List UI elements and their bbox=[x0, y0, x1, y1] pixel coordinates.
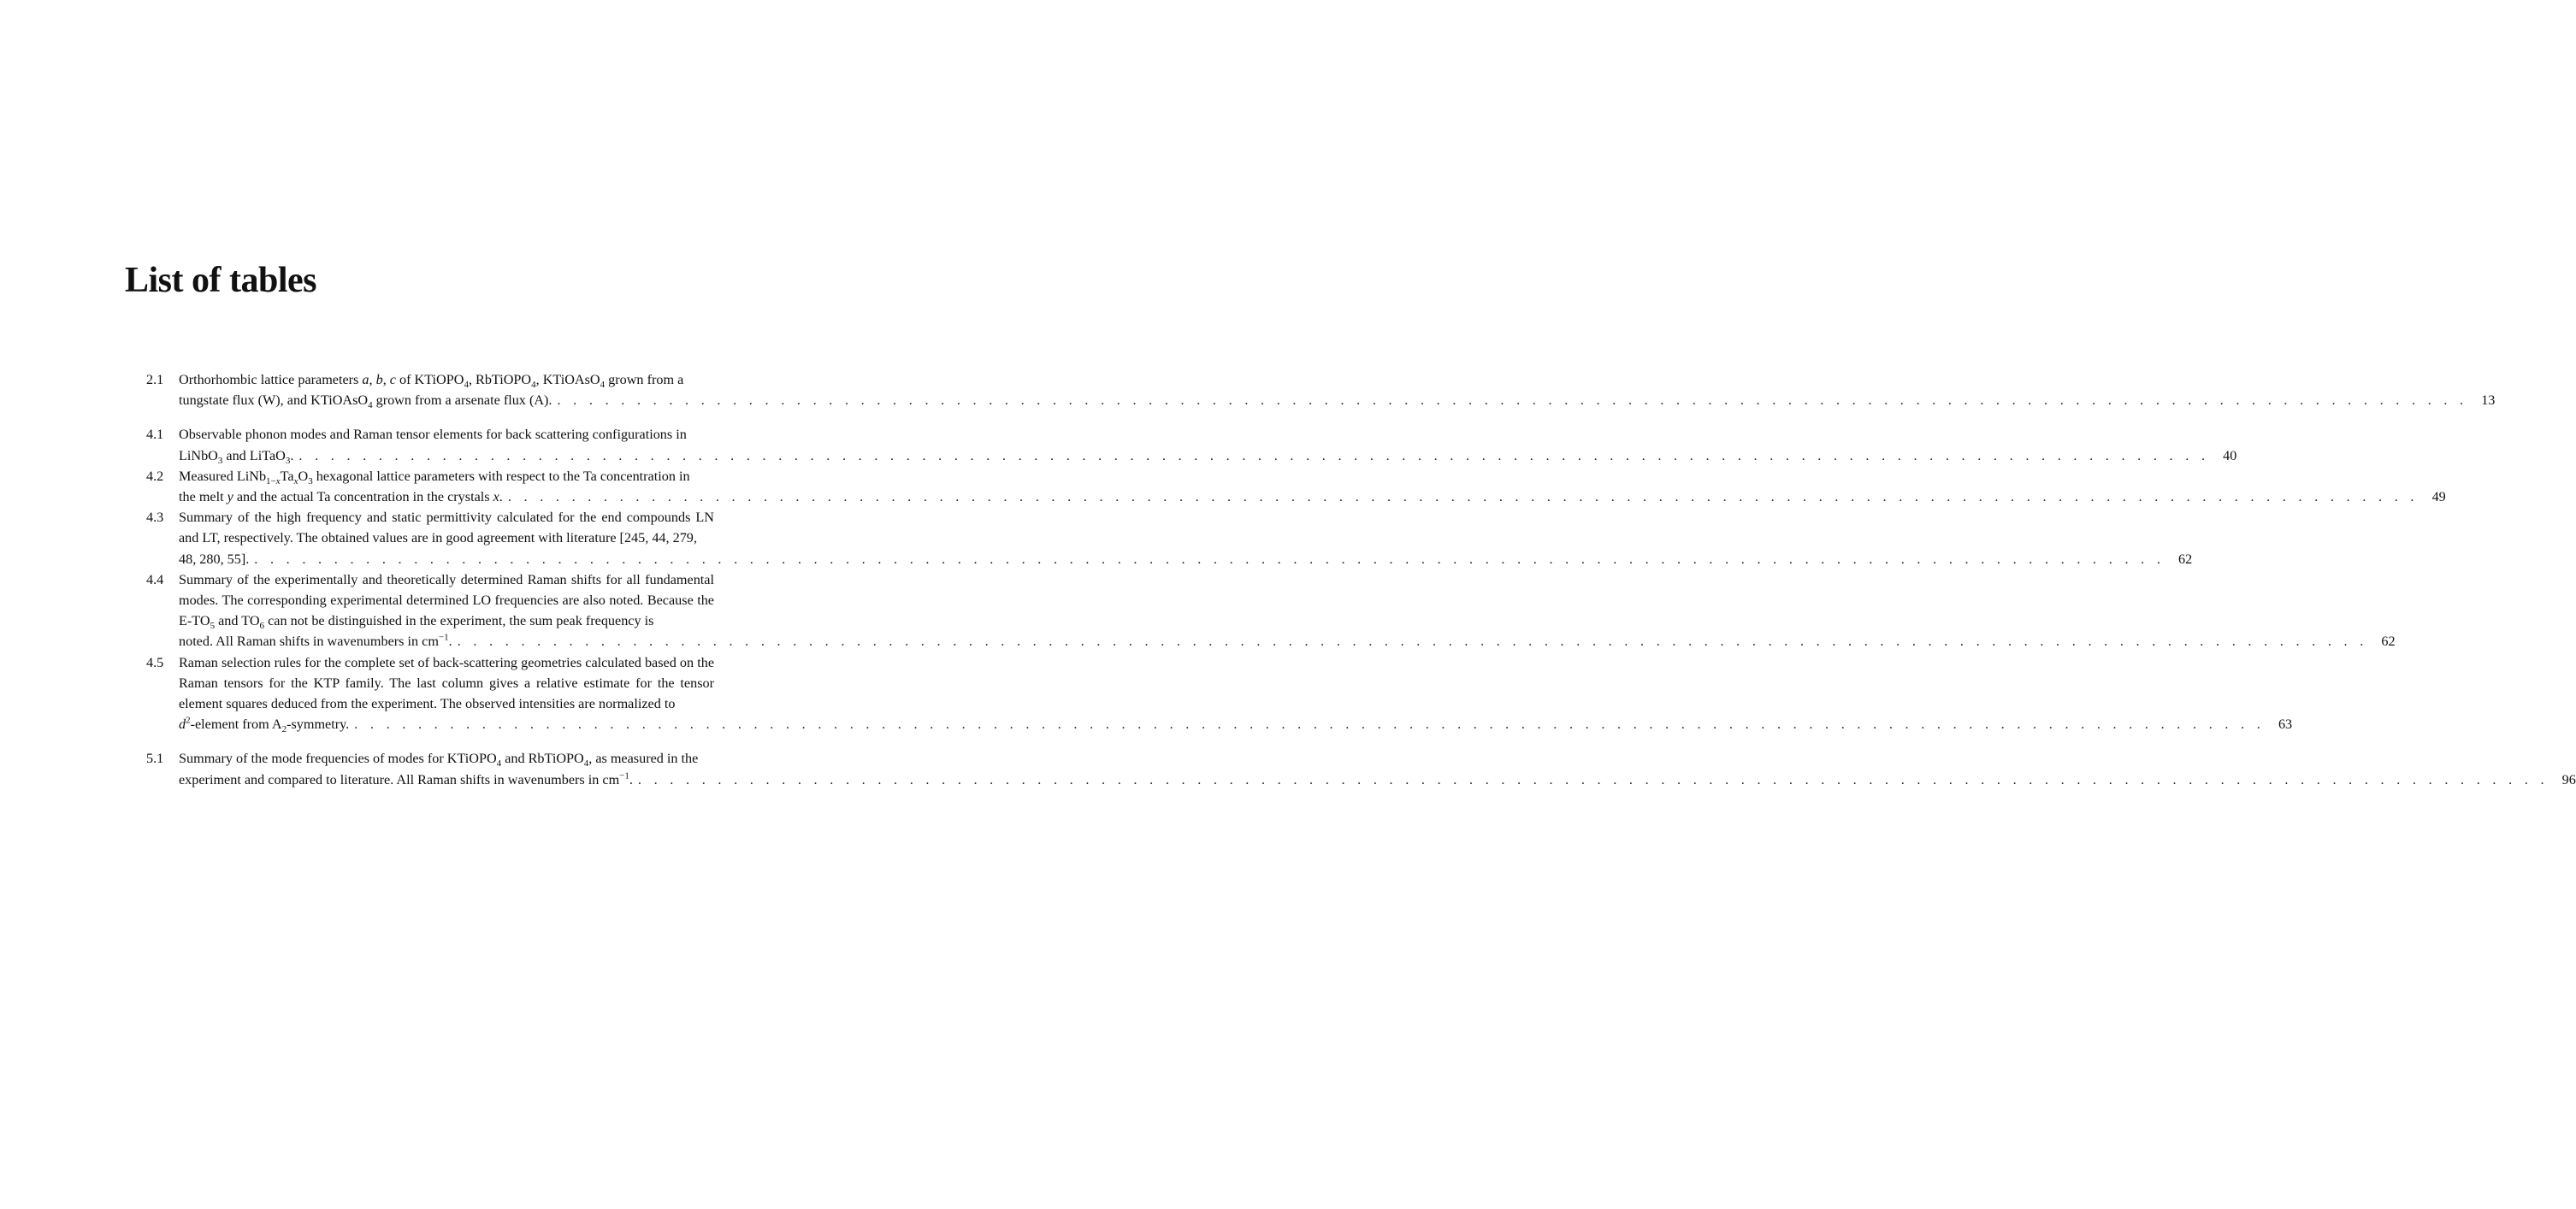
toc-entry-2-1[interactable] bbox=[146, 369, 2496, 411]
table-number: 4.4 bbox=[146, 571, 164, 587]
dot-leader: . . . . . . . . . . . . . . . . . . . . . . . . . . . . . . . . . . . . . . . . . . . . . . . . . . . . . . . . . . . . . . . . . . . . . . . . . . . . . . . . . . . . . . . . . . . . . . . . . . . . . . . . . . . . . . . . . . . . . . . . bbox=[557, 392, 2468, 409]
table-number: 2.1 bbox=[146, 372, 164, 387]
page-title: List of tables bbox=[125, 261, 316, 300]
caption-last-line bbox=[179, 549, 2193, 569]
caption-text: Observable phonon modes and Raman tensor elements for back scattering configurations in bbox=[179, 427, 687, 443]
caption-text: Orthorhombic lattice parameters a, b, c of KTiOPO$_4$, RbTiOPO$_4$, KTiOAsO$_4$ grown from a bbox=[179, 372, 684, 391]
toc-entry-4-1[interactable] bbox=[146, 424, 2237, 466]
table-number: 4.3 bbox=[146, 510, 164, 526]
caption-last-line bbox=[179, 631, 2396, 652]
caption-last-line bbox=[179, 445, 2237, 466]
caption-text-end: 48, 280, 55]. bbox=[179, 551, 250, 567]
toc-group-chapter-2 bbox=[146, 369, 2496, 411]
toc-entry-4-4[interactable] bbox=[146, 569, 2396, 652]
caption-text-end: the melt y and the actual Ta concentration in the crystals x. bbox=[179, 489, 503, 505]
toc-entry-4-5[interactable] bbox=[146, 652, 2293, 735]
toc-entry-5-1[interactable] bbox=[146, 748, 2576, 789]
toc-entry-4-3[interactable] bbox=[146, 507, 2193, 569]
page-number[interactable]: 63 bbox=[2278, 717, 2293, 733]
caption-last-line bbox=[179, 714, 2293, 735]
table-caption bbox=[179, 652, 2293, 735]
caption-last-line bbox=[179, 770, 2576, 790]
toc-group-chapter-5 bbox=[146, 748, 2576, 789]
page-number[interactable]: 13 bbox=[2481, 392, 2496, 409]
dot-leader: . . . . . . . . . . . . . . . . . . . . . . . . . . . . . . . . . . . . . . . . . . . . . . . . . . . . . . . . . . . . . . . . . . . . . . . . . . . . . . . . . . . . . . . . . . . . . . . . . . . . . . . . . . . . . . . . . . . . . . . . bbox=[298, 447, 2210, 463]
list-of-tables bbox=[146, 369, 2576, 804]
toc-group-chapter-4 bbox=[146, 424, 2446, 735]
table-caption bbox=[179, 424, 2237, 466]
dot-leader: . . . . . . . . . . . . . . . . . . . . . . . . . . . . . . . . . . . . . . . . . . . . . . . . . . . . . . . . . . . . . . . . . . . . . . . . . . . . . . . . . . . . . . . . . . . . . . . . . . . . . . . . . . . . . . . . . . . . . . . . bbox=[507, 489, 2419, 505]
table-caption bbox=[179, 569, 2396, 652]
dot-leader: . . . . . . . . . . . . . . . . . . . . . . . . . . . . . . . . . . . . . . . . . . . . . . . . . . . . . . . . . . . . . . . . . . . . . . . . . . . . . . . . . . . . . . . . . . . . . . . . . . . . . . . . . . . . . . . . . . . . . . . . bbox=[637, 771, 2549, 787]
caption-last-line bbox=[179, 390, 2496, 411]
caption-text: Measured $LiNb_{1-x}Ta_xO_3$ hexagonal lattice parameters with respect to the Ta concentration in bbox=[179, 468, 690, 487]
page-number[interactable]: 62 bbox=[2178, 551, 2193, 567]
page-number[interactable]: 40 bbox=[2223, 447, 2237, 463]
table-number: 4.1 bbox=[146, 427, 164, 443]
table-number: 4.2 bbox=[146, 468, 164, 484]
caption-text-end: noted. All Raman shifts in wavenumbers in $cm^{-1}$. bbox=[179, 633, 452, 650]
table-caption bbox=[179, 466, 2446, 507]
dot-leader: . . . . . . . . . . . . . . . . . . . . . . . . . . . . . . . . . . . . . . . . . . . . . . . . . . . . . . . . . . . . . . . . . . . . . . . . . . . . . . . . . . . . . . . . . . . . . . . . . . . . . . . . . . . . . . . . . . . . . . . . bbox=[354, 717, 2266, 733]
caption-text-end: $d^2$-element from $A_2$-symmetry. bbox=[179, 715, 350, 735]
table-number: 5.1 bbox=[146, 751, 164, 767]
caption-text: Summary of the experimentally and theoretically determined Raman shifts for all fundamental modes. The corresponding experimental determined LO frequencies are also noted. Because the $E-TO_5$ and $TO_6$ can not be distinguished in the experiment, the sum peak frequency is bbox=[179, 571, 714, 632]
caption-last-line bbox=[179, 487, 2446, 507]
caption-text-end: experiment and compared to literature. All Raman shifts in wavenumbers in $cm^{-1}$. bbox=[179, 770, 633, 787]
caption-text-end: tungstate flux (W), and KTiOAsO$_4$ grown from a arsenate flux (A). bbox=[179, 392, 552, 411]
caption-text-end: LiNbO$_3$ and LiTaO$_3$. bbox=[179, 447, 294, 466]
dot-leader: . . . . . . . . . . . . . . . . . . . . . . . . . . . . . . . . . . . . . . . . . . . . . . . . . . . . . . . . . . . . . . . . . . . . . . . . . . . . . . . . . . . . . . . . . . . . . . . . . . . . . . . . . . . . . . . . . . . . . . . . bbox=[457, 634, 2368, 650]
table-caption bbox=[179, 369, 2496, 411]
page-number[interactable]: 96 bbox=[2561, 771, 2576, 787]
table-number: 4.5 bbox=[146, 654, 164, 670]
dot-leader: . . . . . . . . . . . . . . . . . . . . . . . . . . . . . . . . . . . . . . . . . . . . . . . . . . . . . . . . . . . . . . . . . . . . . . . . . . . . . . . . . . . . . . . . . . . . . . . . . . . . . . . . . . . . . . . . . . . . . . . . bbox=[254, 551, 2165, 567]
caption-text: Raman selection rules for the complete set of back-scattering geometries calculated based on the Raman tensors for the KTP family. The last column gives a relative estimate for the tensor element squares deduced from the experiment. The observed intensities are normalized to bbox=[179, 654, 714, 712]
table-caption bbox=[179, 748, 2576, 789]
caption-text: Summary of the high frequency and static permittivity calculated for the end compounds LN and LT, respectively. The obtained values are in good agreement with literature [245, 44, 279, bbox=[179, 510, 714, 546]
table-caption bbox=[179, 507, 2193, 569]
caption-text: Summary of the mode frequencies of modes for KTiOPO$_4$ and RbTiOPO$_4$, as measured in the bbox=[179, 751, 699, 770]
page-number[interactable]: 62 bbox=[2381, 634, 2396, 650]
toc-entry-4-2[interactable] bbox=[146, 466, 2446, 507]
page-number[interactable]: 49 bbox=[2431, 489, 2446, 505]
